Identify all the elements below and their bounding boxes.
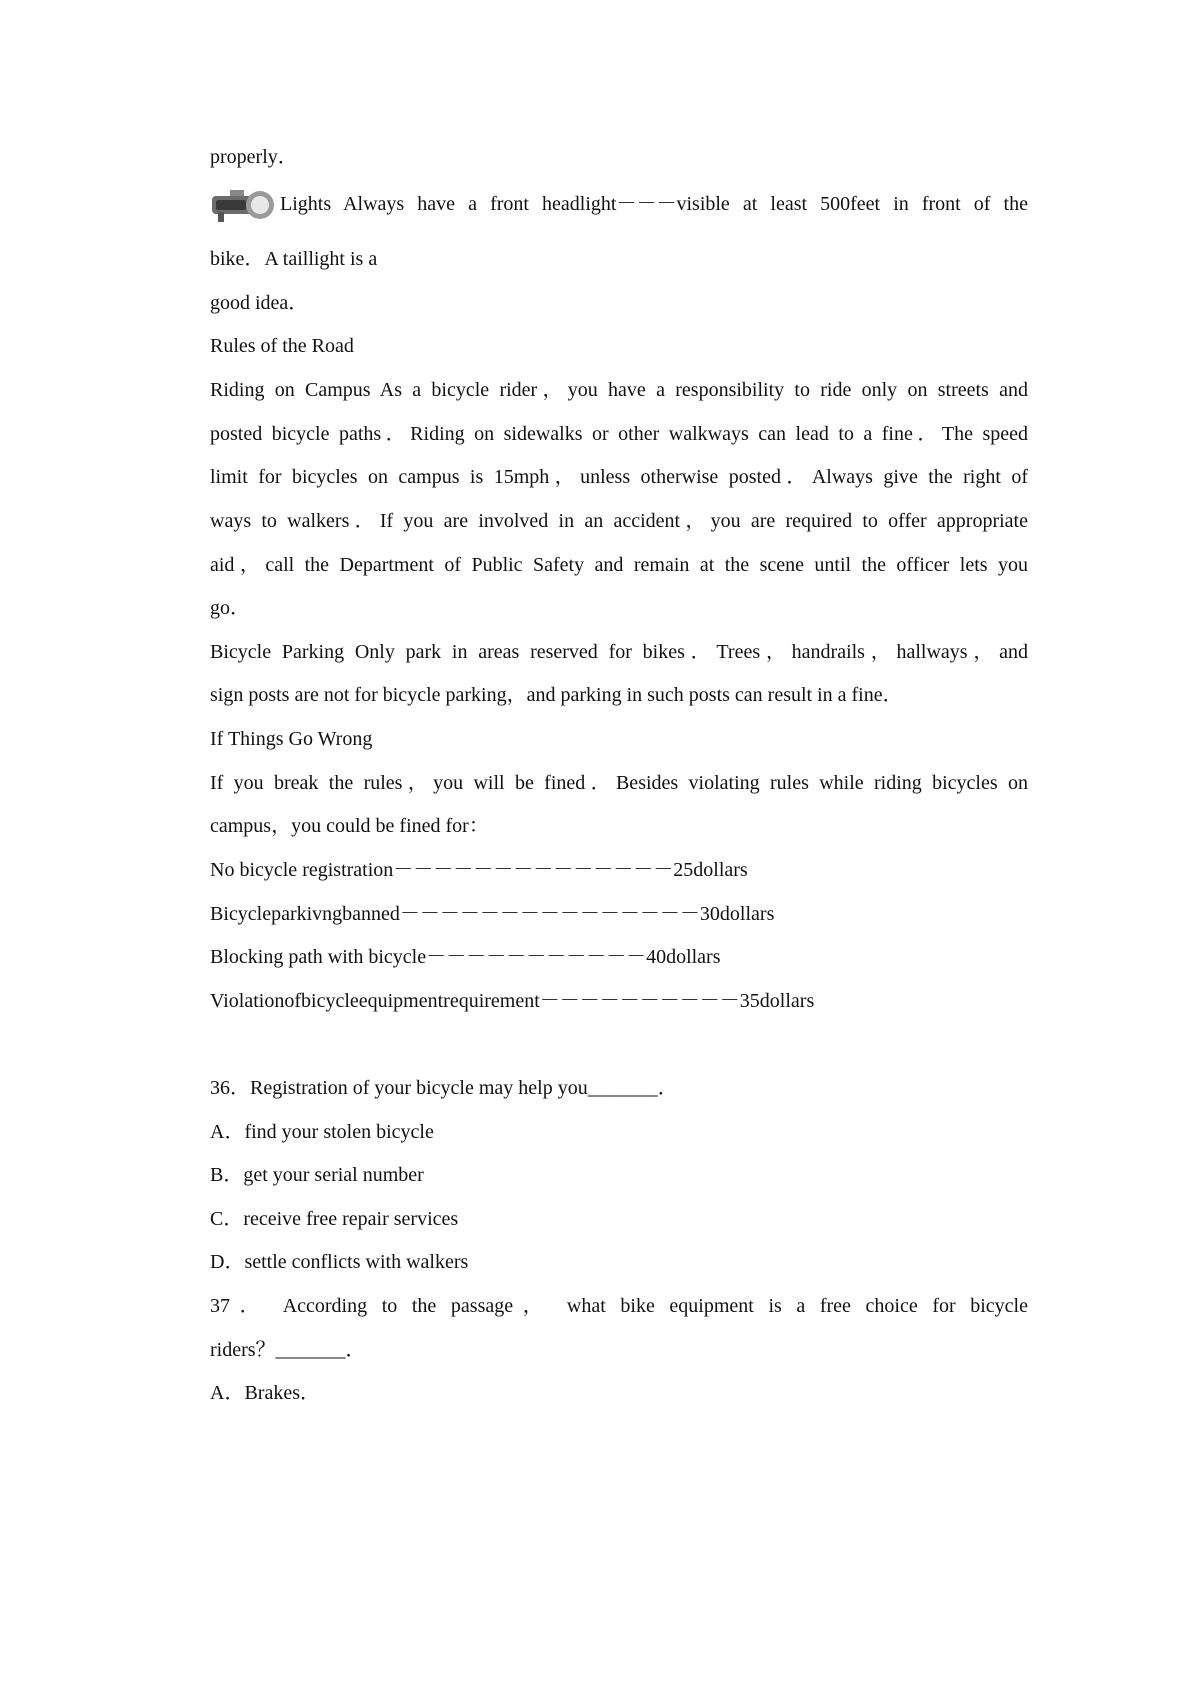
text-line: good idea． <box>210 292 309 314</box>
text-line: Riding on Campus As a bicycle rider，you have a responsibility to ride only on streets and <box>210 379 1028 401</box>
text-line: bike．A taillight is a <box>210 248 378 270</box>
text-line: sign posts are not for bicycle parking，and parking in such posts can result in a fine． <box>210 684 903 706</box>
text-line: ways to walkers．If you are involved in an accident，you are required to offer appropriate <box>210 510 1028 532</box>
option-a: A．Brakes． <box>210 1382 320 1404</box>
text-line: riders？_______． <box>210 1339 366 1361</box>
text-line: go． <box>210 597 250 619</box>
headlight-icon <box>210 182 278 226</box>
text-line: Lights Always have a front headlight－－－visible at least 500feet in front of the <box>280 193 1028 215</box>
section-heading: Rules of the Road <box>210 335 354 357</box>
text-line: posted bicycle paths．Riding on sidewalks or other walkways can lead to a fine．The speed <box>210 423 1028 445</box>
text-line: limit for bicycles on campus is 15mph，unless otherwise posted．Always give the right of <box>210 466 1028 488</box>
fine-item: Bicycleparkivngbanned－－－－－－－－－－－－－－－30dollars <box>210 903 775 925</box>
fine-item: Violationofbicycleequipmentrequirement－－－－－－－－－－35dollars <box>210 990 815 1012</box>
text-line: If you break the rules，you will be fined．Besides violating rules while riding bicycles on <box>210 772 1028 794</box>
text-line: Bicycle Parking Only park in areas reserved for bikes．Trees，handrails，hallways，and <box>210 641 1028 663</box>
question-36: 36．Registration of your bicycle may help you_______． <box>210 1077 678 1099</box>
fine-item: Blocking path with bicycle－－－－－－－－－－－40dollars <box>210 946 721 968</box>
fine-item: No bicycle registration－－－－－－－－－－－－－－25dollars <box>210 859 748 881</box>
text-line: aid，call the Department of Public Safety and remain at the scene until the officer lets you <box>210 554 1028 576</box>
option-d: D．settle conflicts with walkers <box>210 1251 469 1273</box>
option-a: A．find your stolen bicycle <box>210 1121 434 1143</box>
document-page <box>210 0 1028 1698</box>
text-line: campus，you could be fined for： <box>210 815 489 837</box>
question-37: 37． According to the passage， what bike equipment is a free choice for bicycle <box>210 1295 1028 1317</box>
text-line: properly． <box>210 146 298 168</box>
lights-row <box>210 182 1028 227</box>
section-heading: If Things Go Wrong <box>210 728 373 750</box>
option-c: C．receive free repair services <box>210 1208 459 1230</box>
option-b: B．get your serial number <box>210 1164 424 1186</box>
